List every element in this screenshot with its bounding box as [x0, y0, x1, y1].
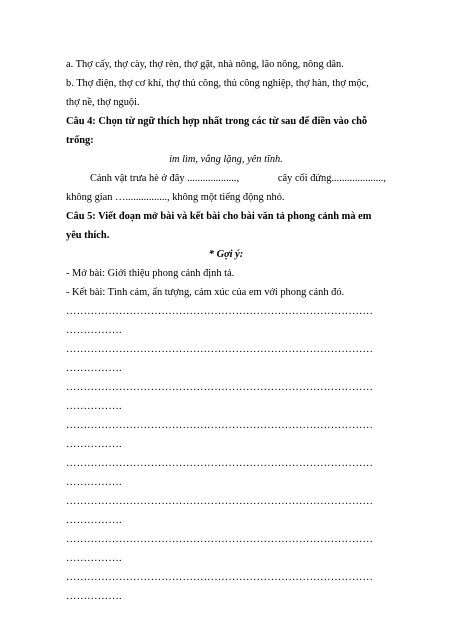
answer-line-short: …………….: [66, 363, 122, 374]
answer-line-long: ……………………………………………………………………………: [66, 572, 374, 583]
answer-line-long: ……………………………………………………………………………: [66, 344, 374, 355]
hint-conclusion: - Kết bài: Tình cảm, ấn tượng, cảm xúc của em với phong cảnh đó.: [66, 287, 345, 298]
question-4-sentence-1-part-b: cây cối đứng....................,: [277, 173, 386, 184]
hint-title: * Gợi ý:: [208, 249, 244, 260]
section-a-line: a. Thợ cấy, thợ cày, thợ rèn, thợ gặt, nhà nông, lão nông, nông dân.: [66, 59, 344, 70]
answer-line-short: …………….: [66, 325, 122, 336]
question-5-heading-line-1: Câu 5: Viết đoạn mở bài và kết bài cho bài văn tả phong cảnh mà em: [66, 211, 372, 222]
answer-line-long: ……………………………………………………………………………: [66, 496, 374, 507]
answer-line-short: …………….: [66, 515, 122, 526]
answer-line-long: ……………………………………………………………………………: [66, 382, 374, 393]
answer-line-short: …………….: [66, 591, 122, 602]
document-content: [66, 55, 386, 606]
answer-lines: [66, 302, 386, 606]
question-4-options: im lìm, vắng lặng, yên tĩnh.: [169, 154, 283, 165]
question-4-heading-line-1: Câu 4: Chọn từ ngữ thích hợp nhất trong các từ sau để điền vào chỗ: [66, 116, 368, 127]
answer-line-long: ……………………………………………………………………………: [66, 306, 374, 317]
section-b-line-1: b. Thợ điện, thợ cơ khí, thợ thủ công, thủ công nghiệp, thợ hàn, thợ mộc,: [66, 78, 369, 89]
hint-intro: - Mở bài: Giới thiệu phong cảnh định tả.: [66, 268, 235, 279]
question-4-sentence-1: [66, 169, 386, 188]
answer-line-long: ……………………………………………………………………………: [66, 458, 374, 469]
answer-line-long: ……………………………………………………………………………: [66, 420, 374, 431]
question-4-sentence-2: không gian …................, không một tiếng động nhỏ.: [66, 192, 285, 203]
answer-line-short: …………….: [66, 553, 122, 564]
answer-line-short: …………….: [66, 401, 122, 412]
question-4-sentence-1-part-a: Cảnh vật trưa hè ở đây ...................,: [90, 173, 240, 184]
question-4-heading-line-2: trống:: [66, 135, 94, 146]
section-b-line-2: thợ nề, thợ nguội.: [66, 97, 140, 108]
answer-line-short: …………….: [66, 439, 122, 450]
answer-line-long: ……………………………………………………………………………: [66, 534, 374, 545]
question-5-heading-line-2: yêu thích.: [66, 230, 110, 241]
answer-line-short: …………….: [66, 477, 122, 488]
